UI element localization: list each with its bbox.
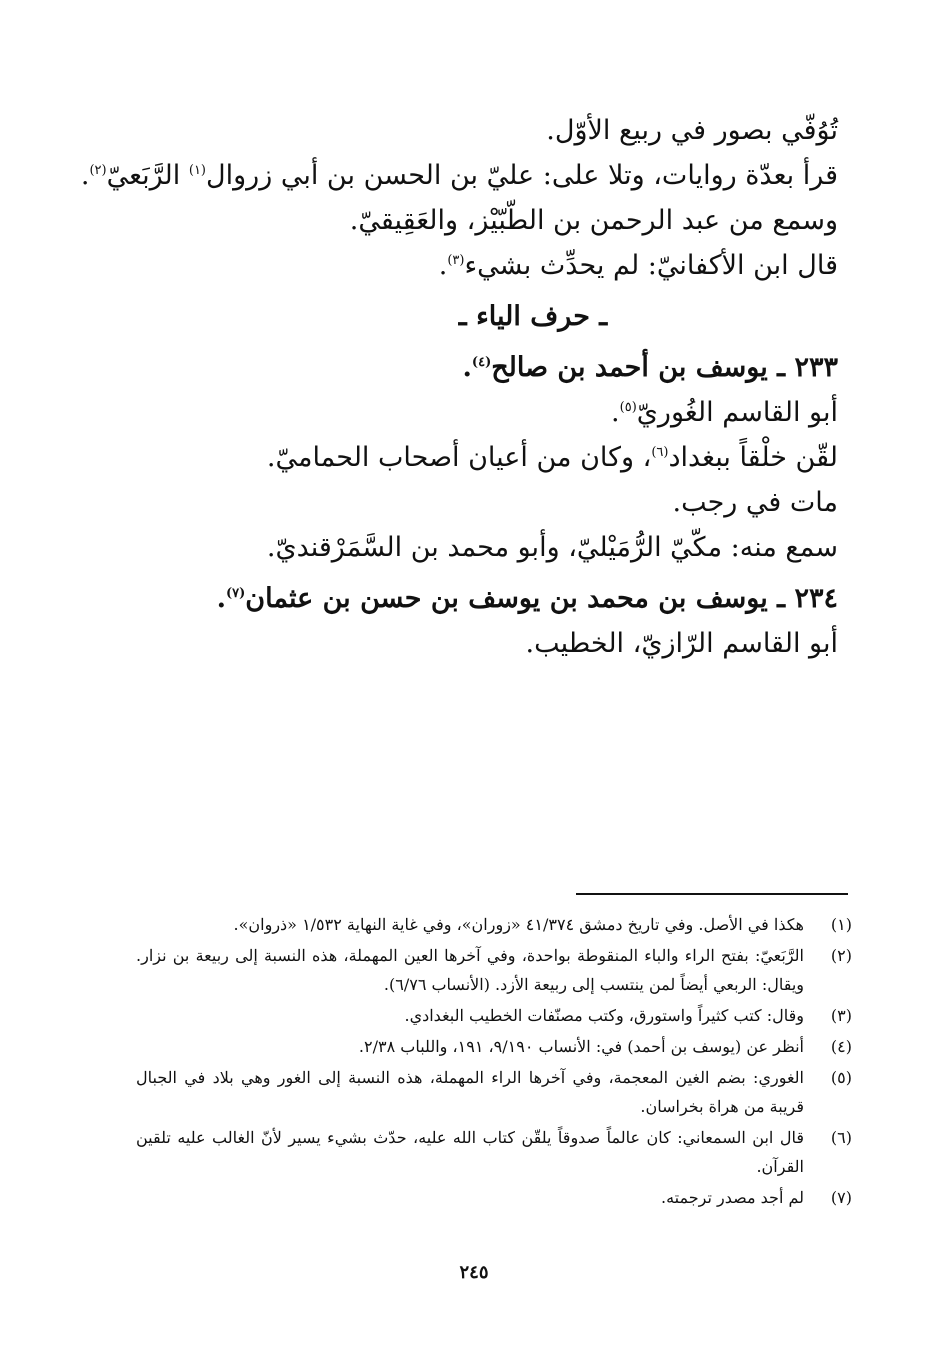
footnote-number: (١) [830,915,852,934]
entry-234-title-text: ٢٣٤ ـ يوسف بن محمد بن يوسف بن حسن بن عثمان [245,583,838,614]
footnotes [136,910,852,1214]
footnote-divider [576,893,848,895]
footnote-3 [136,1001,852,1030]
footnote-mark-1: (١) [188,163,206,178]
entry-233-kunya-text: أبو القاسم الغُوريّ [636,397,838,428]
text-line-akfani: قال ابن الأكفانيّ: لم يحدِّث بشيء$^{(٣)}$. [438,250,838,281]
entry-233-kunya: أبو القاسم الغُوريّ$^{(٥)}$. [611,397,838,428]
entry-233-taught-text: لقّن خلْقاً ببغداد [668,442,838,473]
footnote-number: (٢) [830,946,852,965]
footnote-7 [136,1183,852,1212]
entry-233-taught-rest: ، وكان من أعيان أصحاب الحماميّ. [266,442,652,473]
text-readings-content: قرأ بعدّة روايات، وتلا على: عليّ بن الحسن بن أبي زروال [206,160,838,191]
page-number: ٢٤٥ [459,1262,489,1283]
main-text [80,108,838,666]
footnote-4 [136,1032,852,1061]
entry-233-died: مات في رجب. [672,487,838,518]
footnote-1 [136,910,852,939]
text-line-death-content: تُوُفّي بصور في ربيع الأوّل. [546,115,838,146]
footnote-text: هكذا في الأصل. وفي تاريخ دمشق ٤١/٣٧٤ «زوران»، وفي غاية النهاية ١/٥٣٢ «ذروان». [233,915,804,934]
footnote-text: الغوري: بضم الغين المعجمة، وفي آخرها الراء المهملة، هذه النسبة إلى الغور وهي بلاد في الجبال قريبة من هراة بخراسان. [136,1068,804,1116]
text-line-readings: قرأ بعدّة روايات، وتلا على: عليّ بن الحسن بن أبي زروال$^{(١)}$ الرَّبَعيّ$^{(٢)}$. [80,160,838,191]
footnote-6 [136,1123,852,1181]
footnote-number: (٧) [830,1188,852,1207]
entry-234-title: ٢٣٤ ـ يوسف بن محمد بن يوسف بن حسن بن عثمان$^{(٧)}$. [216,583,838,614]
text-heard-content: وسمع من عبد الرحمن بن الطّبّيْز، والعَقِيقيّ. [349,205,838,236]
section-heading: ـ حرف الياء ـ [458,301,608,332]
footnote-2 [136,941,852,999]
footnote-number: (٣) [830,1006,852,1025]
footnote-text: لم أجد مصدر ترجمته. [661,1188,804,1207]
footnote-mark-2: (٢) [89,163,107,178]
entry-233-taught [118,435,838,480]
text-akfani-content: قال ابن الأكفانيّ: لم يحدِّث بشيء [464,250,838,281]
footnote-number: (٦) [830,1128,852,1147]
footnote-5 [136,1063,852,1121]
footnote-number: (٤) [830,1037,852,1056]
footnote-mark-6: (٦) [651,445,669,460]
footnote-mark-4: (٤) [471,355,492,370]
footnote-mark-3: (٣) [447,253,465,268]
entry-233-heard-from: سمع منه: مكّيّ الرُّمَيْليّ، وأبو محمد بن السَّمَرْقنديّ. [266,532,838,563]
footnote-text: قال ابن السمعاني: كان عالماً صدوقاً يلقّن كتاب الله عليه، حدّث بشيء يسير لأنّ الغالب عليه تلقين القرآن. [136,1128,804,1176]
entry-233-title-text: ٢٣٣ ـ يوسف بن أحمد بن صالح [491,352,838,383]
footnote-text: الرَّبَعيّ: بفتح الراء والباء المنقوطة بواحدة، وفي آخرها العين المهملة، هذه النسبة إلى ربيعة بن نزار. ويقال: الربعي أيضاً لمن ينتسب إلى ربيعة الأزد. (الأنساب ٦/٧٦). [136,946,804,994]
entry-233-title: ٢٣٣ ـ يوسف بن أحمد بن صالح$^{(٤)}$. [462,352,838,383]
footnote-mark-5: (٥) [619,400,637,415]
footnote-mark-7: (٧) [226,586,246,601]
text-rabai: الرَّبَعيّ [106,160,181,191]
text-line-heard [118,198,838,243]
footnote-number: (٥) [830,1068,852,1087]
footnote-text: أنظر عن (يوسف بن أحمد) في: الأنساب ٩/١٩٠، ١٩١، واللباب ٢/٣٨. [358,1037,804,1056]
footnote-text: وقال: كتب كثيراً واستورق، وكتب مصنّفات الخطيب البغدادي. [404,1006,804,1025]
text-line-death [118,108,838,153]
entry-234-kunya: أبو القاسم الرّازيّ، الخطيب. [525,628,838,659]
